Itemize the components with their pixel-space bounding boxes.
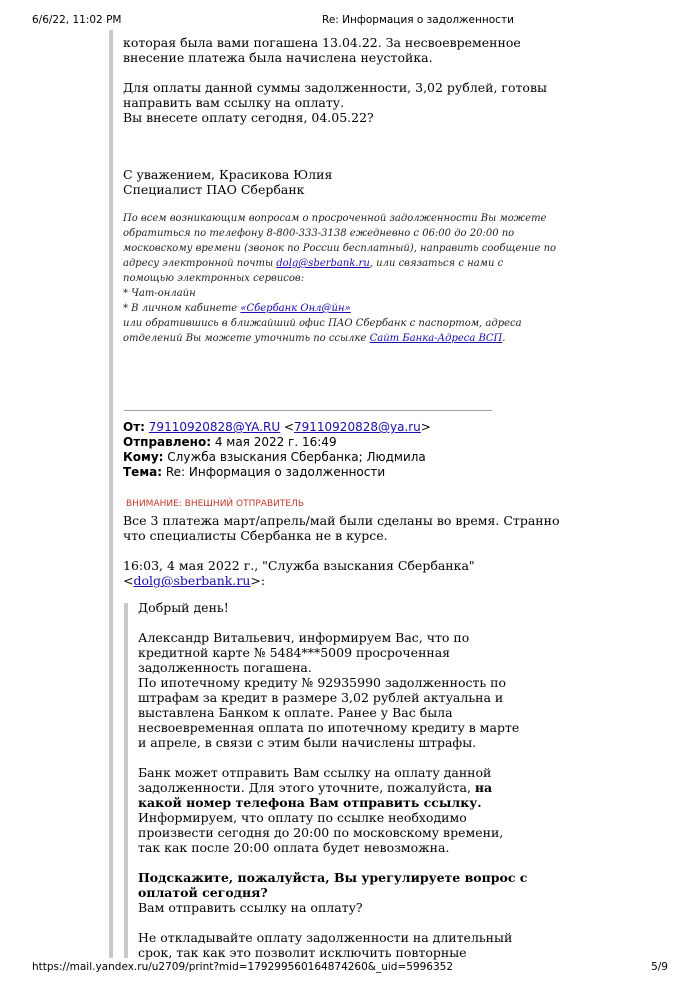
quote-bar-inner: [124, 603, 128, 958]
text-line: кредитной карте № 5484***5009 просроченная: [138, 645, 451, 660]
reply-body: [123, 513, 559, 588]
text-fragment: <: [123, 573, 134, 588]
text-line: Все 3 платежа март/апрель/май были сделаны во время. Странно: [123, 513, 560, 528]
print-title: Re: Информация о задолженности: [322, 14, 514, 26]
text-line: произвести сегодня до 20:00 по московскому времени,: [138, 825, 504, 840]
legal-line: [123, 301, 556, 316]
legal-line: [123, 331, 556, 346]
to-value: Служба взыскания Сбербанка; Людмила: [163, 450, 426, 464]
text-line: Банк может отправить Вам ссылку на оплату данной: [138, 765, 492, 780]
text-line: По ипотечному кредиту № 92935990 задолженность по: [138, 675, 507, 690]
quote-bar-outer: [109, 30, 113, 958]
to-row: [123, 450, 431, 465]
email-link[interactable]: dolg@sberbank.ru: [276, 258, 370, 269]
text-line: Вы внесете оплату сегодня, 04.05.22?: [123, 110, 374, 125]
text-line: [138, 795, 527, 810]
from-address-link[interactable]: 79110920828@ya.ru: [294, 420, 421, 434]
text-line: что специалисты Сбербанка не в курсе.: [123, 528, 388, 543]
branches-link[interactable]: Сайт Банка-Адреса ВСП: [369, 333, 503, 344]
print-footer: [32, 961, 668, 975]
from-row: [123, 420, 431, 435]
subject-value: Re: Информация о задолженности: [162, 465, 386, 479]
quote-email-link[interactable]: dolg@sberbank.ru: [133, 573, 251, 588]
signature: [123, 167, 332, 197]
text-line: и апреле, в связи с этим были начислены штрафы.: [138, 735, 477, 750]
email-meta: [123, 420, 431, 480]
text-line: [138, 870, 527, 885]
bold-fragment: Подскажите, пожалуйста, Вы урегулируете вопрос с: [138, 870, 528, 885]
text-fragment: задолженности. Для этого уточните, пожалуйста,: [138, 780, 475, 795]
text-line: Для оплаты данной суммы задолженности, 3,02 рублей, готовы: [123, 80, 547, 95]
legal-text: , или связаться с нами с: [369, 258, 504, 269]
text-line: [138, 780, 527, 795]
text-line: которая была вами погашена 13.04.22. За несвоевременное: [123, 35, 521, 50]
signature-name: С уважением, Красикова Юлия: [123, 167, 333, 182]
legal-line: * Чат-онлайн: [123, 288, 196, 299]
legal-disclaimer: [123, 211, 556, 346]
legal-line: По всем возникающим вопросам о просроченной задолженности Вы можете: [123, 213, 547, 224]
text-line: Вам отправить ссылку на оплату?: [138, 900, 363, 915]
quoted-letter: [138, 600, 527, 960]
legal-line: [123, 256, 556, 271]
legal-line: или обратившись в ближайший офис ПАО Сбербанк с паспортом, адреса: [123, 318, 522, 329]
print-url: https://mail.yandex.ru/u2709/print?mid=179299560164874260&_uid=5996352: [32, 961, 454, 973]
text-line: задолженность погашена.: [138, 660, 312, 675]
text-line: [123, 573, 559, 588]
subject-row: [123, 465, 431, 480]
text-line: выставлена Банком к оплате. Ранее у Вас была: [138, 705, 453, 720]
legal-line: помощью электронных сервисов:: [123, 273, 305, 284]
text-line: внесение платежа была начислена неустойка.: [123, 50, 433, 65]
text-line: Александр Витальевич, информируем Вас, что по: [138, 630, 470, 645]
legal-text: адресу электронной почты: [123, 258, 277, 269]
text-line: [138, 885, 527, 900]
sberbank-online-link[interactable]: «Сбербанк Онл@йн»: [240, 303, 351, 314]
page-number: 5/9: [651, 961, 668, 973]
from-name-link[interactable]: 79110920828@YA.RU: [148, 420, 281, 434]
text-fragment: >:: [250, 573, 266, 588]
legal-text: отделений Вы можете уточнить по ссылке: [123, 333, 370, 344]
to-label: Кому:: [123, 450, 164, 464]
print-datetime: 6/6/22, 11:02 PM: [32, 14, 122, 26]
text-line: Информируем, что оплату по ссылке необходимо: [138, 810, 467, 825]
text-line: несвоевременная оплата по ипотечному кредиту в марте: [138, 720, 520, 735]
subject-label: Тема:: [123, 465, 163, 479]
from-lt: <: [280, 420, 294, 434]
bold-fragment: оплатой сегодня?: [138, 885, 268, 900]
legal-text: * В личном кабинете: [123, 303, 241, 314]
from-label: От:: [123, 420, 145, 434]
sent-value: 4 мая 2022 г. 16:49: [211, 435, 337, 449]
bold-fragment: какой номер телефона Вам отправить ссылку.: [138, 795, 482, 810]
sent-row: [123, 435, 431, 450]
text-line: так как после 20:00 оплата будет невозможна.: [138, 840, 450, 855]
external-sender-warning: ВНИМАНИЕ: ВНЕШНИЙ ОТПРАВИТЕЛЬ: [126, 499, 304, 509]
divider: [124, 410, 492, 411]
from-gt: >: [420, 420, 431, 434]
legal-line: обратиться по телефону 8-800-333-3138 ежедневно с 06:00 до 20:00 по: [123, 228, 515, 239]
sent-label: Отправлено:: [123, 435, 211, 449]
print-header: [32, 14, 668, 28]
text-line: Не откладывайте оплату задолженности на длительный: [138, 930, 513, 945]
text-line: 16:03, 4 мая 2022 г., "Служба взыскания Сбербанка": [123, 558, 475, 573]
bold-fragment: на: [474, 780, 493, 795]
top-message: [123, 35, 547, 125]
legal-text: .: [502, 333, 506, 344]
text-line: штрафам за кредит в размере 3,02 рублей актуальна и: [138, 690, 504, 705]
legal-line: московскому времени (звонок по России бесплатный), направить сообщение по: [123, 243, 557, 254]
signature-title: Специалист ПАО Сбербанк: [123, 182, 305, 197]
text-line: направить вам ссылку на оплату.: [123, 95, 345, 110]
text-line: срок, так как это позволит исключить повторные: [138, 945, 467, 960]
greeting: Добрый день!: [138, 600, 229, 615]
